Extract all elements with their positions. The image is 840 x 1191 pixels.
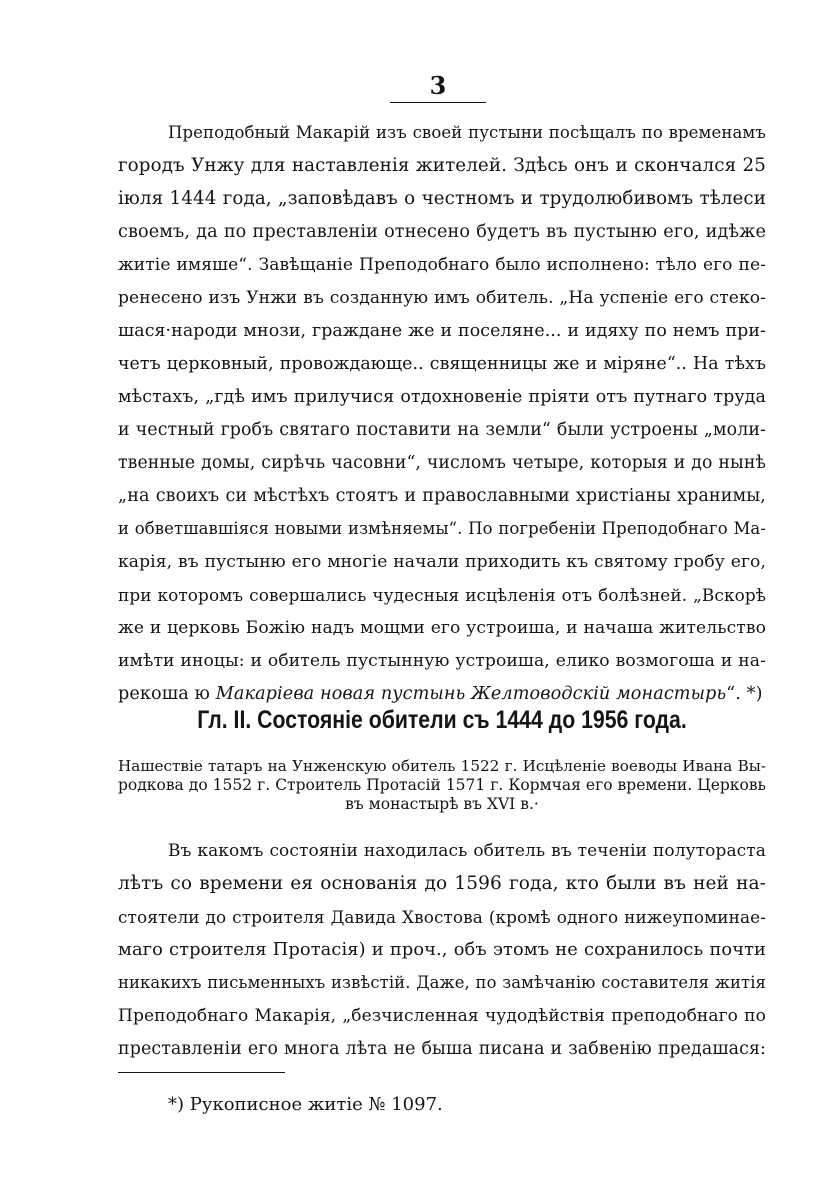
paragraph-line: и обветшавшіяся новыми измѣняемы“. По погребеніи Преподобнаго Ма- <box>118 519 766 538</box>
footnote-rule <box>118 1072 285 1073</box>
paragraph-line: іюля 1444 года, „заповѣдавъ о честномъ и трудолюбивомъ тѣлеси <box>118 188 766 209</box>
paragraph-line: Въ какомъ состояніи находилась обитель въ теченіи полутораста <box>168 841 766 861</box>
paragraph-line: „на своихъ си мѣстѣхъ стоятъ и православными христіаны хранимы, <box>118 486 766 506</box>
paragraph-line: лѣтъ со времени ея основанія до 1596 года, кто были въ ней на- <box>118 873 766 894</box>
monastery-name: Макаріева новая пустынь Желтоводскій монастырь <box>215 684 727 704</box>
paragraph-line: городъ Унжу для наставленія жителей. Здѣсь онъ и скончался 25 <box>118 155 766 176</box>
paragraph-line: имѣти иноцы: и обитель пустынную устроиша, елико возмогоша и на- <box>118 651 766 671</box>
paragraph-line: никакихъ письменныхъ извѣстій. Даже, по замѣчанію составителя житія <box>118 973 766 992</box>
chapter-title: Гл. II. Состояніе обители съ 1444 до 1956 года. <box>197 706 687 734</box>
last-line-suffix: “. *) <box>726 684 763 704</box>
chapter-summary-line: родкова до 1552 г. Строитель Протасій 1571 г. Кормчая его времени. Церковь <box>118 776 766 794</box>
paragraph-line: шася·народи мнози, граждане же и поселяне... и идяху по немъ при- <box>118 321 766 341</box>
paragraph-line: Преподобный Макарій изъ своей пустыни посѣщалъ по временамъ <box>168 123 766 142</box>
footnote: *) Рукописное житіе № 1097. <box>168 1094 443 1115</box>
paragraph-line: при которомъ совершались чудесныя исцѣленія отъ болѣзней. „Вскорѣ <box>118 585 766 605</box>
paragraph-line: своемъ, да по преставленіи отнесено будетъ въ пустыню его, идѣже <box>118 222 766 242</box>
paragraph-line: житіе имяше“. Завѣщаніе Преподобнаго было исполнено: тѣло его пе- <box>118 255 766 275</box>
last-line-prefix: рекоша ю <box>118 684 216 704</box>
paragraph-line: Преподобнаго Макарія, „безчисленная чудодѣйствія преподобнаго по <box>118 1006 766 1026</box>
paragraph-line: преставленіи его многа лѣта не быша писана и забвенію предашася: <box>118 1039 766 1059</box>
chapter-summary-line: Нашествіе татаръ на Унженскую обитель 1522 г. Исцѣленіе воеводы Ивана Вы- <box>118 757 766 775</box>
paragraph-line: и честный гробъ святаго поставити на земли“ были устроены „моли- <box>118 420 766 440</box>
paragraph-line: мѣстахъ, „гдѣ имъ прилучися отдохновеніе пріяти отъ путнаго труда <box>118 387 766 407</box>
paragraph-line: ренесено изъ Унжи въ созданную имъ обитель. „На успеніе его стеко- <box>118 288 766 308</box>
paragraph-line: карія, въ пустыню его многіе начали приходить къ святому гробу его, <box>118 552 766 572</box>
page-number: 3 <box>429 71 447 100</box>
paragraph-line: же и церковь Божію надъ мощми его устроиша, и начаша жительство <box>118 618 766 638</box>
paragraph-line: твенные домы, сирѣчь часовни“, числомъ четыре, которыя и до нынѣ <box>118 453 766 473</box>
paragraph-line: стоятели до строителя Давида Хвостова (кромѣ одного нижеупоминае- <box>118 907 766 927</box>
page-number-rule <box>390 102 486 103</box>
chapter-summary-line: въ монастырѣ въ XVI в.· <box>345 795 539 813</box>
paragraph-line: маго строителя Протасія) и проч., объ этомъ не сохранилось почти <box>118 939 766 960</box>
paragraph-line: четъ церковный, провождающе.. священницы же и міряне“.. На тѣхъ <box>118 354 766 374</box>
